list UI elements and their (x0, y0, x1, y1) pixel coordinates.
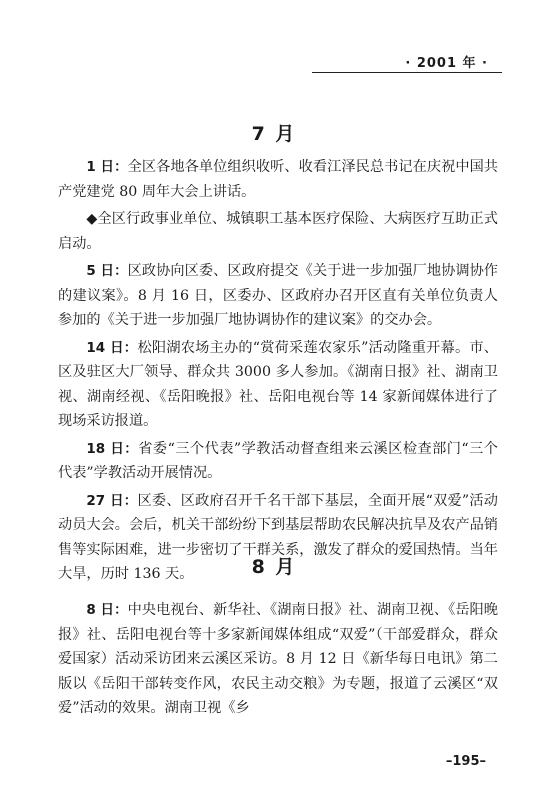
entry (58, 598, 498, 721)
page-number: –195– (445, 754, 486, 769)
entry-text: 区委、区政府召开千名干部下基层，全面开展“双爱”活动动员大会。会后，机关干部纷纷下到基层帮助农民解决抗旱及农产品销售等实际困难，进一步密切了干群关系，激发了群众的爱国热情。当年大旱，历时 136 天。 (58, 492, 498, 582)
entry-text: ◆全区行政事业单位、城镇职工基本医疗保险、大病医疗互助正式启动。 (58, 211, 498, 252)
entry-day: 5 日： (86, 263, 128, 279)
entry (58, 259, 498, 333)
entry-text: 区政协向区委、区政府提交《关于进一步加强厂地协调协作的建议案》。8 月 16 日，区委办、区政府办召开区直有关单位负责人参加的《关于进一步加强厂地协调协作的建议案》的交办会。 (58, 263, 498, 328)
entry-text: 省委“三个代表”学教活动督查组来云溪区检查部门“三个代表”学教活动开展情况。 (58, 440, 498, 481)
section-heading-july: 7 月 (251, 123, 297, 145)
entry-day: 18 日： (86, 440, 139, 457)
entry-day: 14 日： (86, 339, 138, 356)
entry-text: 中央电视台、新华社、《湖南日报》社、湖南卫视、《岳阳晚报》社、岳阳电视台等十多家新闻媒体组成“双爱”（干部爱群众，群众爱国家）活动采访团来云溪区采访。8 月 12 日《新华每日电讯》第二版以《岳阳干部转变作风，农民主动交粮》为专题，报道了云溪区“双爱”活动的效果。湖南卫视《乡 (58, 602, 498, 716)
header-rule (312, 72, 502, 73)
entry (58, 155, 498, 204)
entry-day: 1 日： (86, 159, 128, 175)
entry-day: 8 日： (86, 602, 128, 618)
entry-text: 松阳湖农场主办的“赏荷采莲农家乐”活动隆重开幕。市、区及驻区大厂领导、群众共 3000 多人参加。《湖南日报》社、湖南卫视、湖南经视、《岳阳晚报》社、岳阳电视台等 14 家新闻媒体进行了现场采访报道。 (58, 339, 498, 429)
july-entries (58, 155, 498, 590)
august-entries (58, 598, 498, 724)
entry (58, 207, 498, 256)
entry (58, 336, 498, 434)
entry-text: 全区各地各单位组织收听、收看江泽民总书记在庆祝中国共产党建党 80 周年大会上讲话。 (58, 159, 498, 200)
entry-day: 27 日： (86, 492, 138, 509)
running-head: · 2001 年 · (405, 56, 488, 71)
entry (58, 437, 498, 486)
section-heading-august: 8 月 (251, 556, 297, 578)
